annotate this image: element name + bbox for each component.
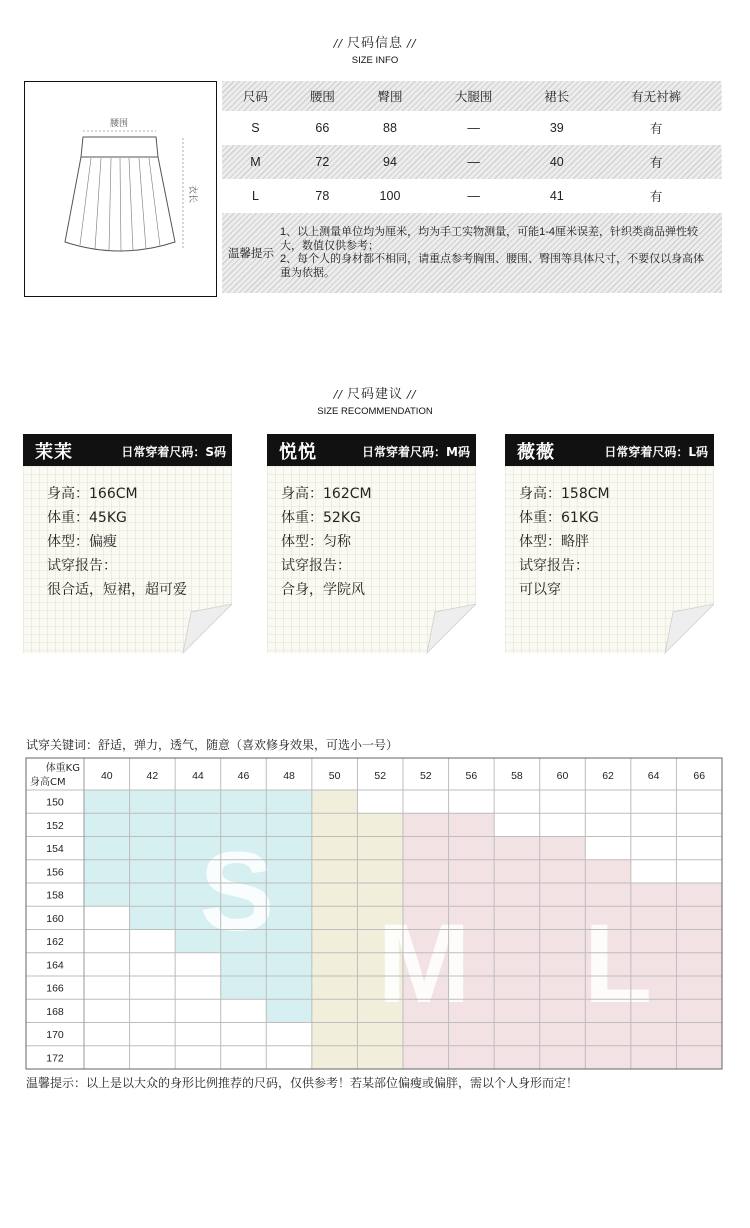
- size-cell-m: [357, 837, 403, 860]
- table-cell: 有: [649, 190, 663, 204]
- size-cell-s: [84, 837, 130, 860]
- size-cell-m: [312, 883, 358, 906]
- weight-header: 50: [328, 770, 341, 782]
- model-height: 身高：158CM: [519, 486, 610, 502]
- tip-label: 温馨提示: [228, 248, 274, 260]
- size-cell-s: [130, 906, 176, 929]
- corner-height-label: 身高CM: [30, 777, 66, 788]
- size-letter-s: S: [199, 829, 275, 954]
- weight-header: 58: [511, 770, 523, 782]
- size-cell-s: [266, 790, 312, 813]
- height-label: 162: [46, 936, 64, 949]
- height-label: 152: [46, 819, 64, 832]
- size-cell-s: [130, 813, 176, 836]
- size-letter-m: M: [377, 901, 471, 1026]
- weight-header: 44: [192, 770, 204, 782]
- size-cell-m: [357, 1046, 403, 1069]
- size-cell-s: [130, 790, 176, 813]
- daily-size: 日常穿着尺码：S码: [121, 445, 226, 459]
- size-cell-m: [312, 790, 358, 813]
- size-cell-l: [676, 906, 722, 929]
- size-cell-s: [221, 953, 267, 976]
- table-cell: —: [467, 121, 480, 135]
- height-label: 160: [46, 912, 64, 925]
- size-cell-l: [676, 883, 722, 906]
- header-cell: 臀围: [377, 90, 403, 104]
- size-cell-l: [540, 837, 586, 860]
- size-cell-l: [676, 1046, 722, 1069]
- size-cell-s: [84, 860, 130, 883]
- waist-label: 腰围: [109, 119, 129, 129]
- size-cell-m: [312, 813, 358, 836]
- size-cell-l: [494, 999, 540, 1022]
- weight-header: 46: [237, 770, 250, 782]
- size-cell-l: [676, 976, 722, 999]
- size-cell-l: [676, 1023, 722, 1046]
- table-cell: —: [467, 189, 480, 203]
- model-body-type: 体型：略胖: [519, 534, 589, 550]
- size-cell-s: [130, 860, 176, 883]
- size-cell-l: [540, 976, 586, 999]
- size-cell-l: [449, 860, 495, 883]
- size-cell-l: [449, 1046, 495, 1069]
- title-slash-right: //: [407, 37, 417, 50]
- tip-line-1: 1、以上测量单位均为厘米，均为手工实物测量，可能1-4厘米误差，针织类商品弹性较大，数值仅供参考；: [280, 226, 699, 252]
- table-cell: S: [251, 121, 260, 135]
- size-cell-l: [494, 953, 540, 976]
- size-rec-title-cn: 尺码建议: [346, 387, 403, 402]
- report-label: 试穿报告：: [281, 558, 351, 574]
- size-cell-s: [266, 953, 312, 976]
- size-cell-s: [221, 976, 267, 999]
- size-cell-l: [540, 1023, 586, 1046]
- height-label: 154: [46, 843, 64, 856]
- size-cell-s: [221, 790, 267, 813]
- height-label: 156: [46, 866, 64, 879]
- size-cell-m: [312, 837, 358, 860]
- table-cell: 41: [549, 189, 564, 203]
- table-cell: 66: [315, 121, 330, 135]
- table-cell: 40: [549, 155, 564, 169]
- size-cell-m: [357, 813, 403, 836]
- size-cell-s: [84, 883, 130, 906]
- size-cell-s: [84, 813, 130, 836]
- size-cell-l: [494, 1046, 540, 1069]
- size-rec-title-en: SIZE RECOMMENDATION: [317, 406, 433, 417]
- table-cell: 88: [383, 121, 397, 135]
- size-cell-s: [84, 790, 130, 813]
- weight-header: 52: [419, 770, 432, 782]
- model-weight: 体重：52KG: [281, 510, 361, 526]
- size-cell-l: [676, 999, 722, 1022]
- size-cell-l: [494, 837, 540, 860]
- size-info-title-cn: 尺码信息: [346, 36, 403, 51]
- size-cell-l: [540, 930, 586, 953]
- weight-header: 60: [556, 770, 569, 782]
- model-height: 身高：162CM: [281, 486, 372, 502]
- table-cell: 72: [315, 155, 330, 169]
- grid-footer-note: 温馨提示：以上是以大众的身形比例推荐的尺码，仅供参考！若某部位偏瘦或偏胖，需以个人身形而定！: [26, 1076, 579, 1090]
- height-label: 158: [46, 889, 64, 902]
- size-cell-l: [403, 837, 449, 860]
- header-cell: 尺码: [242, 90, 268, 104]
- model-name: 茉茉: [35, 442, 73, 463]
- weight-header: 40: [100, 770, 113, 782]
- table-cell: M: [250, 155, 261, 169]
- size-cell-s: [266, 976, 312, 999]
- size-cell-l: [540, 883, 586, 906]
- size-cell-l: [449, 837, 495, 860]
- table-cell: 有: [649, 122, 663, 136]
- report-text: 可以穿: [519, 582, 561, 598]
- height-label: 150: [46, 796, 64, 809]
- size-cell-l: [540, 1046, 586, 1069]
- model-body-type: 体型：偏瘦: [47, 534, 117, 550]
- height-label: 168: [46, 1005, 64, 1018]
- weight-header: 52: [374, 770, 387, 782]
- height-label: 166: [46, 982, 64, 995]
- header-cell: 裙长: [544, 90, 570, 104]
- size-cell-l: [494, 976, 540, 999]
- weight-header: 48: [283, 770, 295, 782]
- size-cell-l: [494, 1023, 540, 1046]
- size-cell-l: [494, 883, 540, 906]
- report-text: 合身，学院风: [281, 582, 365, 598]
- header-cell: 有无衬裤: [631, 90, 682, 104]
- length-label: 衣长: [187, 184, 197, 204]
- size-cell-l: [494, 930, 540, 953]
- table-cell: 78: [315, 189, 330, 203]
- height-label: 172: [46, 1052, 64, 1065]
- weight-header: 42: [146, 770, 159, 782]
- size-cell-l: [585, 1046, 631, 1069]
- size-cell-l: [540, 953, 586, 976]
- size-cell-l: [585, 860, 631, 883]
- model-name: 薇薇: [517, 442, 555, 463]
- size-cell-m: [312, 930, 358, 953]
- model-weight: 体重：61KG: [519, 510, 599, 526]
- model-weight: 体重：45KG: [47, 510, 127, 526]
- header-cell: 腰围: [309, 90, 335, 104]
- size-cell-l: [540, 999, 586, 1022]
- size-cell-m: [312, 976, 358, 999]
- size-cell-m: [312, 999, 358, 1022]
- size-cell-l: [403, 1046, 449, 1069]
- header-cell: 大腿围: [454, 90, 493, 104]
- height-label: 170: [46, 1029, 64, 1042]
- weight-header: 56: [465, 770, 478, 782]
- size-cell-l: [676, 930, 722, 953]
- size-cell-l: [540, 860, 586, 883]
- table-cell: 94: [383, 155, 397, 169]
- size-cell-l: [403, 860, 449, 883]
- model-body-type: 体型：匀称: [281, 534, 351, 550]
- table-cell: 100: [379, 189, 401, 203]
- size-cell-l: [631, 1046, 677, 1069]
- size-cell-m: [312, 953, 358, 976]
- tip-line-2: 2、每个人的身材都不相同，请重点参考胸围、腰围、臀围等具体尺寸，不要仅以身高体重为依据。: [280, 253, 705, 279]
- size-cell-m: [312, 860, 358, 883]
- corner-weight-label: 体重KG: [45, 763, 80, 774]
- report-text: 很合适，短裙，超可爱: [47, 582, 187, 598]
- size-cell-s: [266, 999, 312, 1022]
- fit-keywords: 试穿关键词：舒适，弹力，透气，随意（喜欢修身效果，可选小一号）: [26, 738, 399, 752]
- size-letter-l: L: [583, 901, 653, 1026]
- size-cell-s: [130, 837, 176, 860]
- weight-header: 66: [693, 770, 706, 782]
- size-cell-m: [312, 1046, 358, 1069]
- report-label: 试穿报告：: [47, 558, 117, 574]
- size-cell-l: [449, 813, 495, 836]
- height-label: 164: [46, 959, 64, 972]
- title-slash-right: //: [407, 388, 417, 401]
- weight-header: 62: [602, 770, 614, 782]
- report-label: 试穿报告：: [519, 558, 589, 574]
- size-cell-m: [357, 860, 403, 883]
- size-cell-m: [312, 1023, 358, 1046]
- title-slash-left: //: [333, 37, 343, 50]
- size-cell-s: [130, 883, 176, 906]
- size-cell-s: [175, 790, 221, 813]
- size-cell-l: [494, 906, 540, 929]
- size-cell-l: [494, 860, 540, 883]
- size-cell-l: [403, 813, 449, 836]
- table-cell: L: [251, 189, 259, 203]
- size-cell-m: [312, 906, 358, 929]
- model-name: 悦悦: [279, 442, 317, 463]
- weight-header: 64: [647, 770, 660, 782]
- table-cell: 39: [549, 121, 564, 135]
- table-cell: —: [467, 155, 480, 169]
- daily-size: 日常穿着尺码：L码: [604, 445, 708, 459]
- size-cell-l: [540, 906, 586, 929]
- title-slash-left: //: [333, 388, 343, 401]
- table-cell: 有: [649, 156, 663, 170]
- size-info-title-en: SIZE INFO: [351, 55, 399, 66]
- model-height: 身高：166CM: [47, 486, 138, 502]
- size-cell-l: [676, 953, 722, 976]
- daily-size: 日常穿着尺码：M码: [362, 445, 470, 459]
